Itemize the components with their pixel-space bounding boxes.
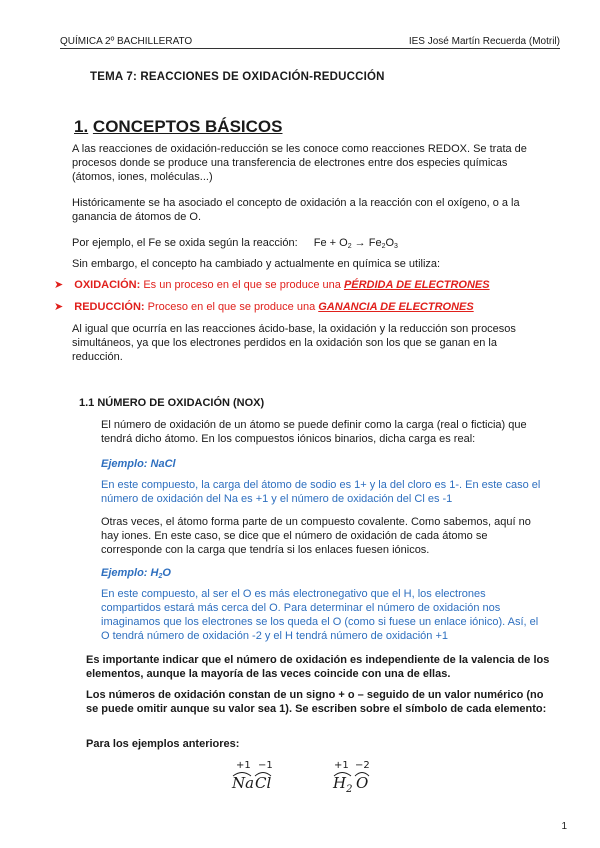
nacl-charge-cl: −1 — [258, 760, 273, 771]
h2o-symbol-o: O — [356, 774, 369, 792]
bullet-reduccion-emphasis: GANANCIA DE ELECTRONES — [318, 301, 474, 313]
example-h2o-title-sub: 2 — [158, 573, 163, 580]
page-header — [60, 36, 560, 48]
fe-example-text: Por ejemplo, el Fe se oxida según la reacción: — [72, 237, 298, 249]
paragraph-redox-intro: A las reacciones de oxidación-reducción se les conoce como reacciones REDOX. Se trata de procesos donde se produce una transferencia de electrones entre dos especies químicas (átomos, iones, moléculas...) — [72, 143, 527, 183]
bullet-oxidacion — [54, 278, 490, 292]
reaction-arrow: → — [354, 237, 366, 249]
formula-nacl — [230, 760, 280, 800]
header-right: IES José Martín Recuerda (Motril) — [408, 36, 560, 47]
paragraph-valence-note: Es importante indicar que el número de oxidación es independiente de la valencia de los elementos, aunque la mayoría de las veces coincide con una de ellas. — [86, 654, 550, 680]
nacl-symbol-na: Na — [232, 774, 255, 792]
h2o-symbol-h: $H_2$ — [333, 774, 353, 795]
topic-title: TEMA 7: REACCIONES DE OXIDACIÓN-REDUCCIÓN — [90, 71, 385, 83]
paragraph-fe-example — [72, 236, 550, 254]
section-1-title: CONCEPTOS BÁSICOS — [92, 117, 283, 136]
example-h2o-title-pre: Ejemplo: H — [101, 567, 159, 579]
reaction-reactants: Fe + O — [313, 237, 348, 249]
example-nacl-title: Ejemplo: NaCl — [101, 458, 176, 470]
h2o-charge-h: +1 — [334, 760, 349, 771]
paragraph-history: Históricamente se ha asociado el concepto de oxidación a la reacción con el oxígeno, o a la ganancia de átomos de O. — [72, 197, 520, 223]
page-number: 1 — [561, 821, 567, 832]
header-left: QUÍMICA 2º BACHILLERATO — [60, 36, 193, 47]
bullet-reduccion — [54, 300, 474, 314]
reaction-o2-subscript: 2 — [347, 243, 352, 250]
nacl-symbol-cl: Cl — [255, 774, 272, 792]
bullet-arrow-icon: ➤ — [54, 279, 64, 291]
paragraph-covalent: Otras veces, el átomo forma parte de un compuesto covalente. Como sabemos, aquí no hay iones. En este caso, se dice que el número de oxidación de cada átomo se corresponde con la carga que tendría si los enlaces fuesen iónicos. — [101, 516, 531, 556]
formula-h2o — [333, 760, 383, 800]
section-1-heading — [74, 117, 282, 137]
section-1-1-heading: 1.1 NÚMERO DE OXIDACIÓN (NOX) — [79, 397, 265, 409]
bullet-oxidacion-term: OXIDACIÓN: — [74, 279, 141, 291]
bullet-oxidacion-emphasis: PÉRDIDA DE ELECTRONES — [343, 279, 490, 291]
reaction-product-o: O — [385, 237, 395, 249]
examples-label: Para los ejemplos anteriores: — [86, 738, 240, 750]
example-nacl-text: En este compuesto, la carga del átomo de sodio es 1+ y la del cloro es 1-. En este caso el número de oxidación del Na es +1 y el número de oxidación del Cl es -1 — [101, 479, 541, 505]
nacl-charge-na: +1 — [236, 760, 251, 771]
paragraph-nox-definition: El número de oxidación de un átomo se puede definir como la carga (real o ficticia) que tendrá dicho átomo. En los compuestos iónicos binarios, dicha carga es real: — [101, 419, 527, 445]
paragraph-notation-rule: Los números de oxidación constan de un signo + o – seguido de un valor numérico (no se puede omitir aunque su valor sea 1). Se escriben sobre el símbolo de cada elemento: — [86, 689, 547, 715]
paragraph-simultaneous: Al igual que ocurría en las reacciones ácido-base, la oxidación y la reducción son procesos simultáneos, ya que los electrones perdidos en la oxidación son los que se ganan en la reducción. — [72, 323, 516, 363]
reaction-product-sub1: 2 — [381, 243, 386, 250]
example-h2o-text: En este compuesto, al ser el O es más electronegativo que el H, los electrones compartidos estará más cerca del O. Para determinar el número de oxidación nos imaginamos que los electrones se los queda el O (como si fuese un enlace iónico). Así, el O tendrá número de oxidación -2 y el H tendrá número de oxidación +1 — [101, 588, 539, 642]
section-1-number: 1. — [74, 117, 89, 136]
paragraph-modern-concept: Sin embargo, el concepto ha cambiado y actualmente en química se utiliza: — [72, 258, 441, 270]
bullet-reduccion-text: Proceso en el que se produce una — [147, 301, 316, 313]
bullet-oxidacion-text: Es un proceso en el que se produce una — [143, 279, 341, 291]
header-rule — [60, 48, 560, 49]
example-h2o-title — [101, 567, 171, 580]
h2o-symbol-h-sub: 2 — [346, 784, 353, 795]
bullet-arrow-icon: ➤ — [54, 301, 64, 313]
example-h2o-title-post: O — [162, 567, 171, 579]
h2o-charge-o: −2 — [355, 760, 370, 771]
reaction-product-sub2: 3 — [394, 243, 398, 250]
reaction-product-fe: Fe — [368, 237, 382, 249]
bullet-reduccion-term: REDUCCIÓN: — [74, 301, 145, 313]
